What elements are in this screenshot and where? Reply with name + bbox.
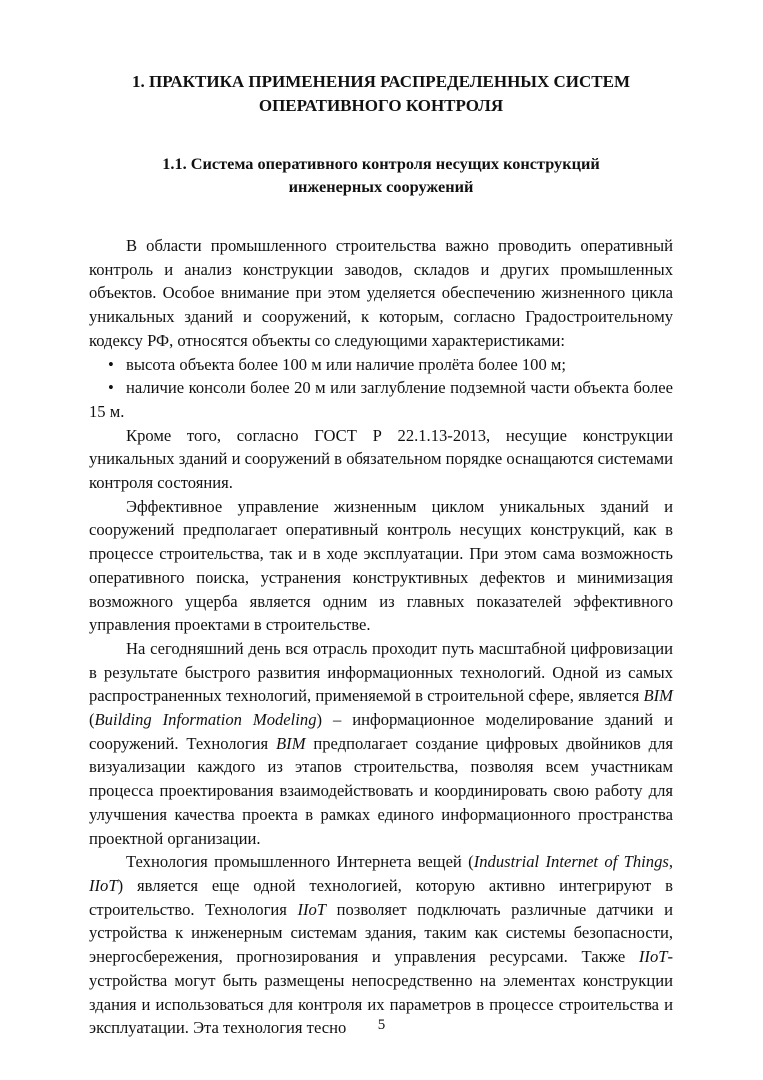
list-item <box>89 376 673 423</box>
document-page <box>89 70 673 1040</box>
term-iiot: IIoT <box>89 875 118 895</box>
chapter-title <box>89 70 673 118</box>
text-run: На сегодняшний день вся отрасль проходит путь масштабной цифровизации в результате быстрого развития информационных технологий. Одной из самых распространенных технологий, применяемой в строительной сфере, является <box>89 638 673 706</box>
paragraph-lifecycle: Эффективное управление жизненным циклом уникальных зданий и сооружений предполагает оперативный контроль несущих конструкций, как в процессе строительства, так и в ходе эксплуатации. При этом сама возможность оперативного поиска, устранения конструктивных дефектов и минимизация возможного ущерба является одним из главных показателей эффективного управления проектами в строительстве. <box>89 496 673 635</box>
text-run: ) – информационное моделирование зданий и сооружений. Технология <box>89 710 673 753</box>
text-run: ( <box>89 710 95 730</box>
text-run: -устройства могут быть размещены непосредственно на элементах конструкции здания и использоваться для контроля их параметров в процессе строительства и эксплуатации. Эта технология тесно <box>89 947 673 1038</box>
body-text <box>89 234 673 1040</box>
chapter-title-line-2: ОПЕРАТИВНОГО КОНТРОЛЯ <box>258 96 504 115</box>
text-run: , <box>668 852 674 872</box>
list-item-text: наличие консоли более 20 м или заглубление подземной части объекта более 15 м. <box>89 378 673 421</box>
chapter-title-line-1: 1. ПРАКТИКА ПРИМЕНЕНИЯ РАСПРЕДЕЛЕННЫХ СИСТЕМ <box>131 72 631 91</box>
term-iiot: IIoT <box>297 899 327 919</box>
paragraph-bim <box>89 637 673 850</box>
page-number: 5 <box>377 1017 386 1033</box>
bullet-icon: • <box>108 354 114 374</box>
paragraph-gost: Кроме того, согласно ГОСТ Р 22.1.13-2013, несущие конструкции уникальных зданий и сооружений в обязательном порядке оснащаются системами контроля состояния. <box>89 425 673 493</box>
characteristics-list <box>89 353 673 424</box>
text-run: ) является еще одной технологией, которую активно интегрируют в строительство. Технология <box>89 875 673 919</box>
section-title <box>89 152 673 198</box>
text-run: Технология промышленного Интернета вещей ( <box>126 852 474 872</box>
term-bim: BIM <box>643 686 673 706</box>
section-title-line-2: инженерных сооружений <box>288 177 474 196</box>
paragraph-unique-buildings: В области промышленного строительства важно проводить оперативный контроль и анализ конструкции заводов, складов и других промышленных объектов. Особое внимание при этом уделяется обеспечению жизненного цикла уникальных зданий и сооружений, к которым, согласно Градостроительному кодексу РФ, относятся объекты со следующими характеристиками: <box>89 236 673 350</box>
section-title-line-1: 1.1. Система оперативного контроля несущих конструкций <box>162 154 600 173</box>
term-iiot: IIoT <box>638 947 668 967</box>
list-item <box>89 353 673 377</box>
bullet-icon: • <box>108 378 114 398</box>
text-run: позволяет подключать различные датчики и устройства к инженерным системам здания, таким как системы безопасности, энергосбережения, прогнозирования и управления ресурсами. Также <box>89 899 673 967</box>
term-iiot-full: Industrial Internet of Things <box>473 852 669 872</box>
term-bim: BIM <box>276 733 306 753</box>
term-bim-full: Building Information Modeling <box>94 710 317 730</box>
paragraph-iiot <box>89 850 673 1040</box>
text-run: предполагает создание цифровых двойников для визуализации каждого из этапов строительства, позволяя всем участникам процесса проектирования взаимодействовать и координировать свою работу для улучшения качества проекта в рамках единого информационного пространства проектной организации. <box>89 733 673 848</box>
list-item-text: высота объекта более 100 м или наличие пролёта более 100 м; <box>126 354 567 374</box>
